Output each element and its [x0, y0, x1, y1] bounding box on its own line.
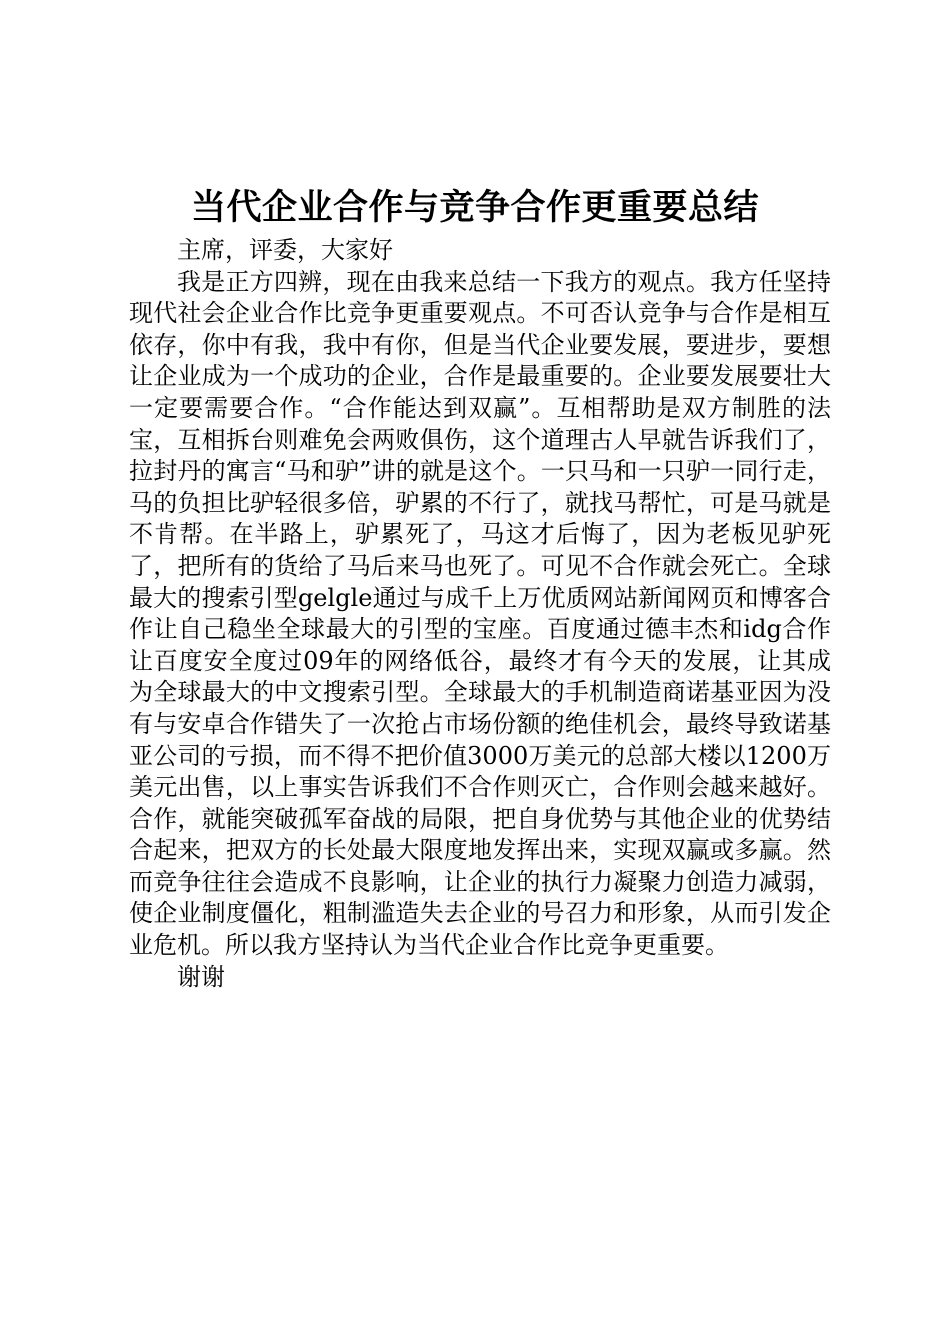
- document-body: [129, 235, 831, 993]
- main-paragraph: 我是正方四辨，现在由我来总结一下我方的观点。我方任坚持现代社会企业合作比竞争更重要观点。不可否认竞争与合作是相互依存，你中有我，我中有你，但是当代企业要发展，要进步，要想让企业成为一个成功的企业，合作是最重要的。企业要发展要壮大一定要需要合作。“合作能达到双赢”。互相帮助是双方制胜的法宝，互相拆台则难免会两败俱伤，这个道理古人早就告诉我们了，拉封丹的寓言“马和驴”讲的就是这个。一只马和一只驴一同行走，马的负担比驴轻很多倍，驴累的不行了，就找马帮忙，可是马就是不肯帮。在半路上，驴累死了，马这才后悔了，因为老板见驴死了，把所有的货给了马后来马也死了。可见不合作就会死亡。全球最大的搜索引型gelgle通过与成千上万优质网站新闻网页和博客合作让自己稳坐全球最大的引型的宝座。百度通过德丰杰和idg合作让百度安全度过09年的网络低谷，最终才有今天的发展，让其成为全球最大的中文搜索引型。全球最大的手机制造商诺基亚因为没有与安卓合作错失了一次抢占市场份额的绝佳机会，最终导致诺基亚公司的亏损，而不得不把价值3000万美元的总部大楼以1200万美元出售，以上事实告诉我们不合作则灭亡，合作则会越来越好。合作，就能突破孤军奋战的局限，把自身优势与其他企业的优势结合起来，把双方的长处最大限度地发挥出来，实现双赢或多赢。然而竞争往往会造成不良影响，让企业的执行力凝聚力创造力减弱，使企业制度僵化，粗制滥造失去企业的号召力和形象，从而引发企业危机。所以我方坚持认为当代企业合作比竞争更重要。: [129, 267, 831, 960]
- closing-paragraph: 谢谢: [177, 962, 225, 991]
- greeting-paragraph: 主席，评委，大家好: [177, 236, 393, 264]
- document-title: 当代企业合作与竞争合作更重要总结: [190, 188, 759, 228]
